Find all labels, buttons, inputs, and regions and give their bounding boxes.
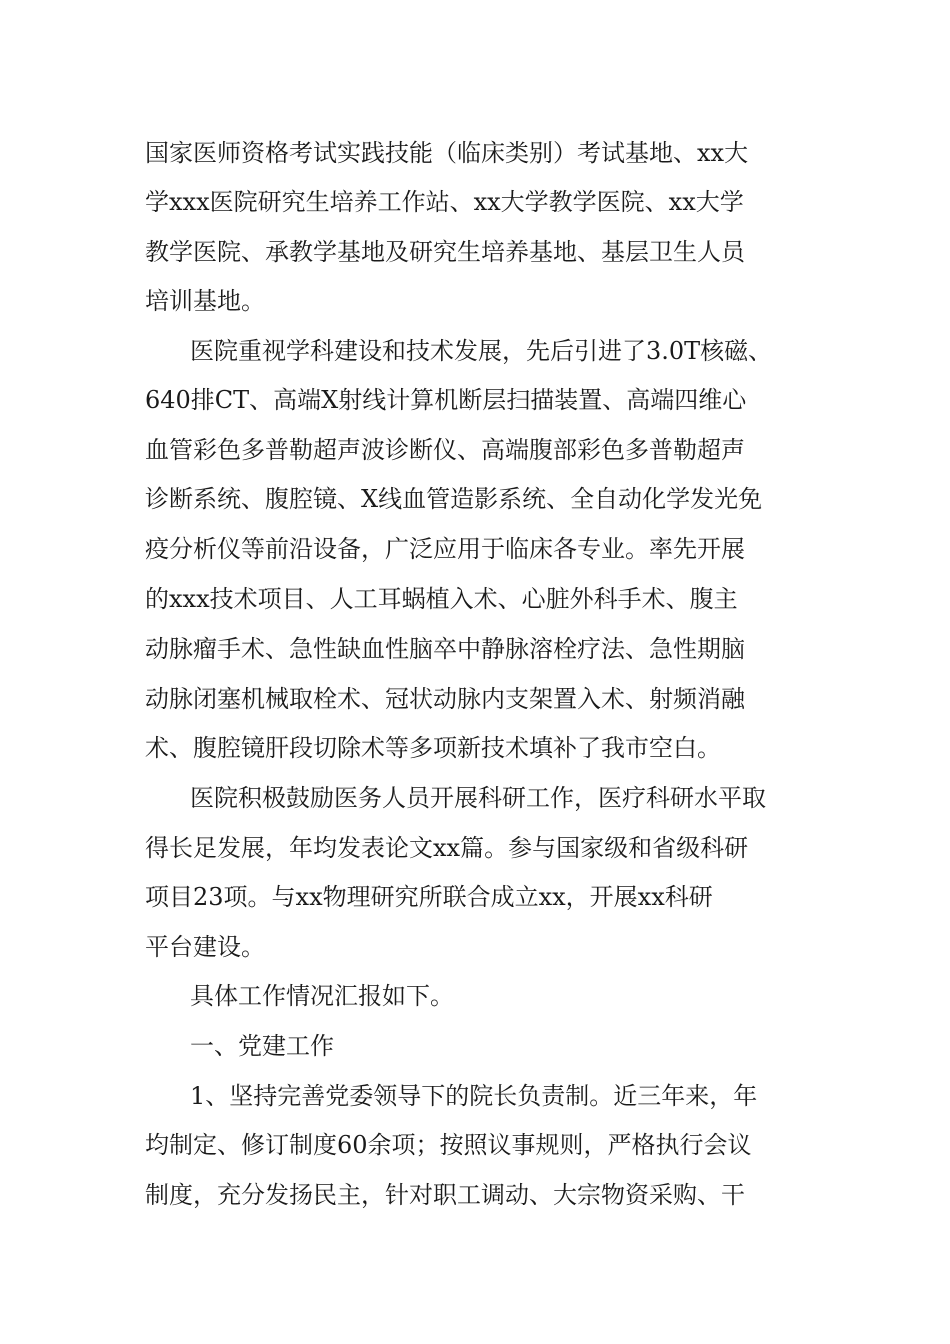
text-line: 均制定、修订制度60余项；按照议事规则，严格执行会议 (145, 1131, 752, 1159)
text-line: 的xxx技术项目、人工耳蜗植入术、心脏外科手术、腹主 (145, 585, 738, 613)
text-line: 国家医师资格考试实践技能（临床类别）考试基地、xx大 (145, 139, 749, 167)
text-line: 教学医院、承教学基地及研究生培养基地、基层卫生人员 (145, 238, 745, 266)
text-line: 得长足发展，年均发表论文xx篇。参与国家级和省级科研 (145, 834, 749, 862)
text-line: 培训基地。 (145, 287, 265, 315)
text-line: 1、坚持完善党委领导下的院长负责制。近三年来，年 (190, 1082, 758, 1110)
text-line: 平台建设。 (145, 933, 265, 961)
text-line: 诊断系统、腹腔镜、X线血管造影系统、全自动化学发光免 (145, 485, 763, 513)
text-line: 制度，充分发扬民主，针对职工调动、大宗物资采购、干 (145, 1181, 745, 1209)
text-line: 项目23项。与xx物理研究所联合成立xx，开展xx科研 (145, 883, 713, 911)
section-heading: 一、党建工作 (190, 1032, 334, 1060)
text-line: 动脉闭塞机械取栓术、冠状动脉内支架置入术、射频消融 (145, 685, 745, 713)
text-line: 具体工作情况汇报如下。 (190, 982, 454, 1010)
text-line: 血管彩色多普勒超声波诊断仪、高端腹部彩色多普勒超声 (145, 436, 745, 464)
text-line: 医院重视学科建设和技术发展，先后引进了3.0T核磁、 (190, 337, 773, 365)
text-line: 术、腹腔镜肝段切除术等多项新技术填补了我市空白。 (145, 734, 721, 762)
text-line: 医院积极鼓励医务人员开展科研工作，医疗科研水平取 (190, 784, 766, 812)
text-line: 学xxx医院研究生培养工作站、xx大学教学医院、xx大学 (145, 188, 744, 216)
text-line: 疫分析仪等前沿设备，广泛应用于临床各专业。率先开展 (145, 535, 745, 563)
text-line: 动脉瘤手术、急性缺血性脑卒中静脉溶栓疗法、急性期脑 (145, 635, 745, 663)
text-line: 640排CT、高端X射线计算机断层扫描装置、高端四维心 (145, 386, 747, 414)
